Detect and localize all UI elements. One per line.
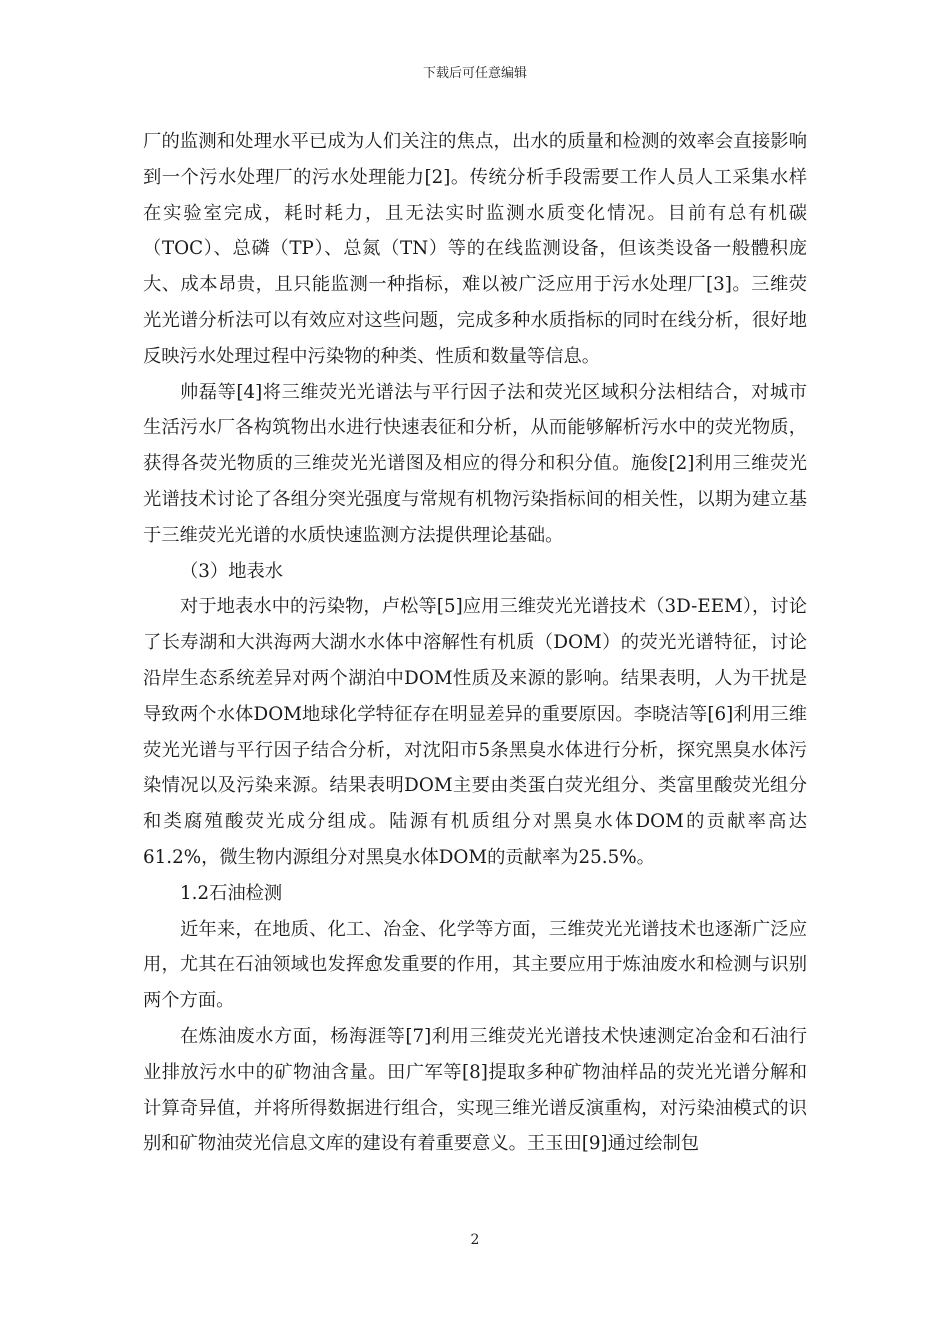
section-heading-surface-water: （3）地表水 <box>180 560 284 582</box>
paragraph-petroleum-intro: 近年来，在地质、化工、冶金、化学等方面，三维荧光光谱技术也逐渐广泛应用，尤其在石油领域也发挥愈发重要的作用，其主要应用于炼油废水和检测与识别两个方面。 <box>143 918 807 1012</box>
document-body <box>143 124 807 1162</box>
page-number: 2 <box>470 1232 480 1248</box>
section-heading-petroleum: 1.2石油检测 <box>180 882 283 904</box>
paragraph-surface-water: 对于地表水中的污染物，卢松等[5]应用三维荧光光谱技术（3D-EEM），讨论了长寿湖和大洪海两大湖水水体中溶解性有机质（DOM）的荧光光谱特征，讨论沿岸生态系统差异对两个湖泊中DOM性质及来源的影响。结果表明，人为干扰是导致两个水体DOM地球化学特征存在明显差异的重要原因。李晓洁等[6]利用三维荧光光谱与平行因子结合分析，对沈阳市5条黑臭水体进行分析，探究黑臭水体污染情况以及污染来源。结果表明DOM主要由类蛋白荧光组分、类富里酸荧光组分和类腐殖酸荧光成分组成。陆源有机质组分对黑臭水体DOM的贡献率高达61.2%，微生物内源组分对黑臭水体DOM的贡献率为25.5%。 <box>143 596 807 868</box>
paragraph-refinery-wastewater: 在炼油废水方面，杨海涯等[7]利用三维荧光光谱技术快速测定冶金和石油行业排放污水中的矿物油含量。田广军等[8]提取多种矿物油样品的荧光光谱分解和计算奇异值，并将所得数据进行组合，实现三维光谱反演重构，对污染油模式的识别和矿物油荧光信息文库的建设有着重要意义。王玉田[9]通过绘制包 <box>143 1025 807 1155</box>
paragraph-shuai-lei: 帅磊等[4]将三维荧光光谱法与平行因子法和荧光区域积分法相结合，对城市生活污水厂各构筑物出水进行快速表征和分析，从而能够解析污水中的荧光物质，获得各荧光物质的三维荧光光谱图及相应的得分和积分值。施俊[2]利用三维荧光光谱技术讨论了各组分突光强度与常规有机物污染指标间的相关性，以期为建立基于三维荧光光谱的水质快速监测方法提供理论基础。 <box>143 381 807 546</box>
page-header: 下载后可任意编辑 <box>422 66 527 81</box>
paragraph-wastewater-monitoring: 厂的监测和处理水平已成为人们关注的焦点，出水的质量和检测的效率会直接影响到一个污水处理厂的污水处理能力[2]。传统分析手段需要工作人员人工采集水样在实验室完成，耗时耗力，且无法实时监测水质变化情况。目前有总有机碳（TOC）、总磷（TP）、总氮（TN）等的在线监测设备，但该类设备一般體积庞大、成本昂贵，且只能监测一种指标，难以被广泛应用于污水处理厂[3]。三维荧光光谱分析法可以有效应对这些问题，完成多种水质指标的同时在线分析，很好地反映污水处理过程中污染物的种类、性质和数量等信息。 <box>143 131 807 367</box>
